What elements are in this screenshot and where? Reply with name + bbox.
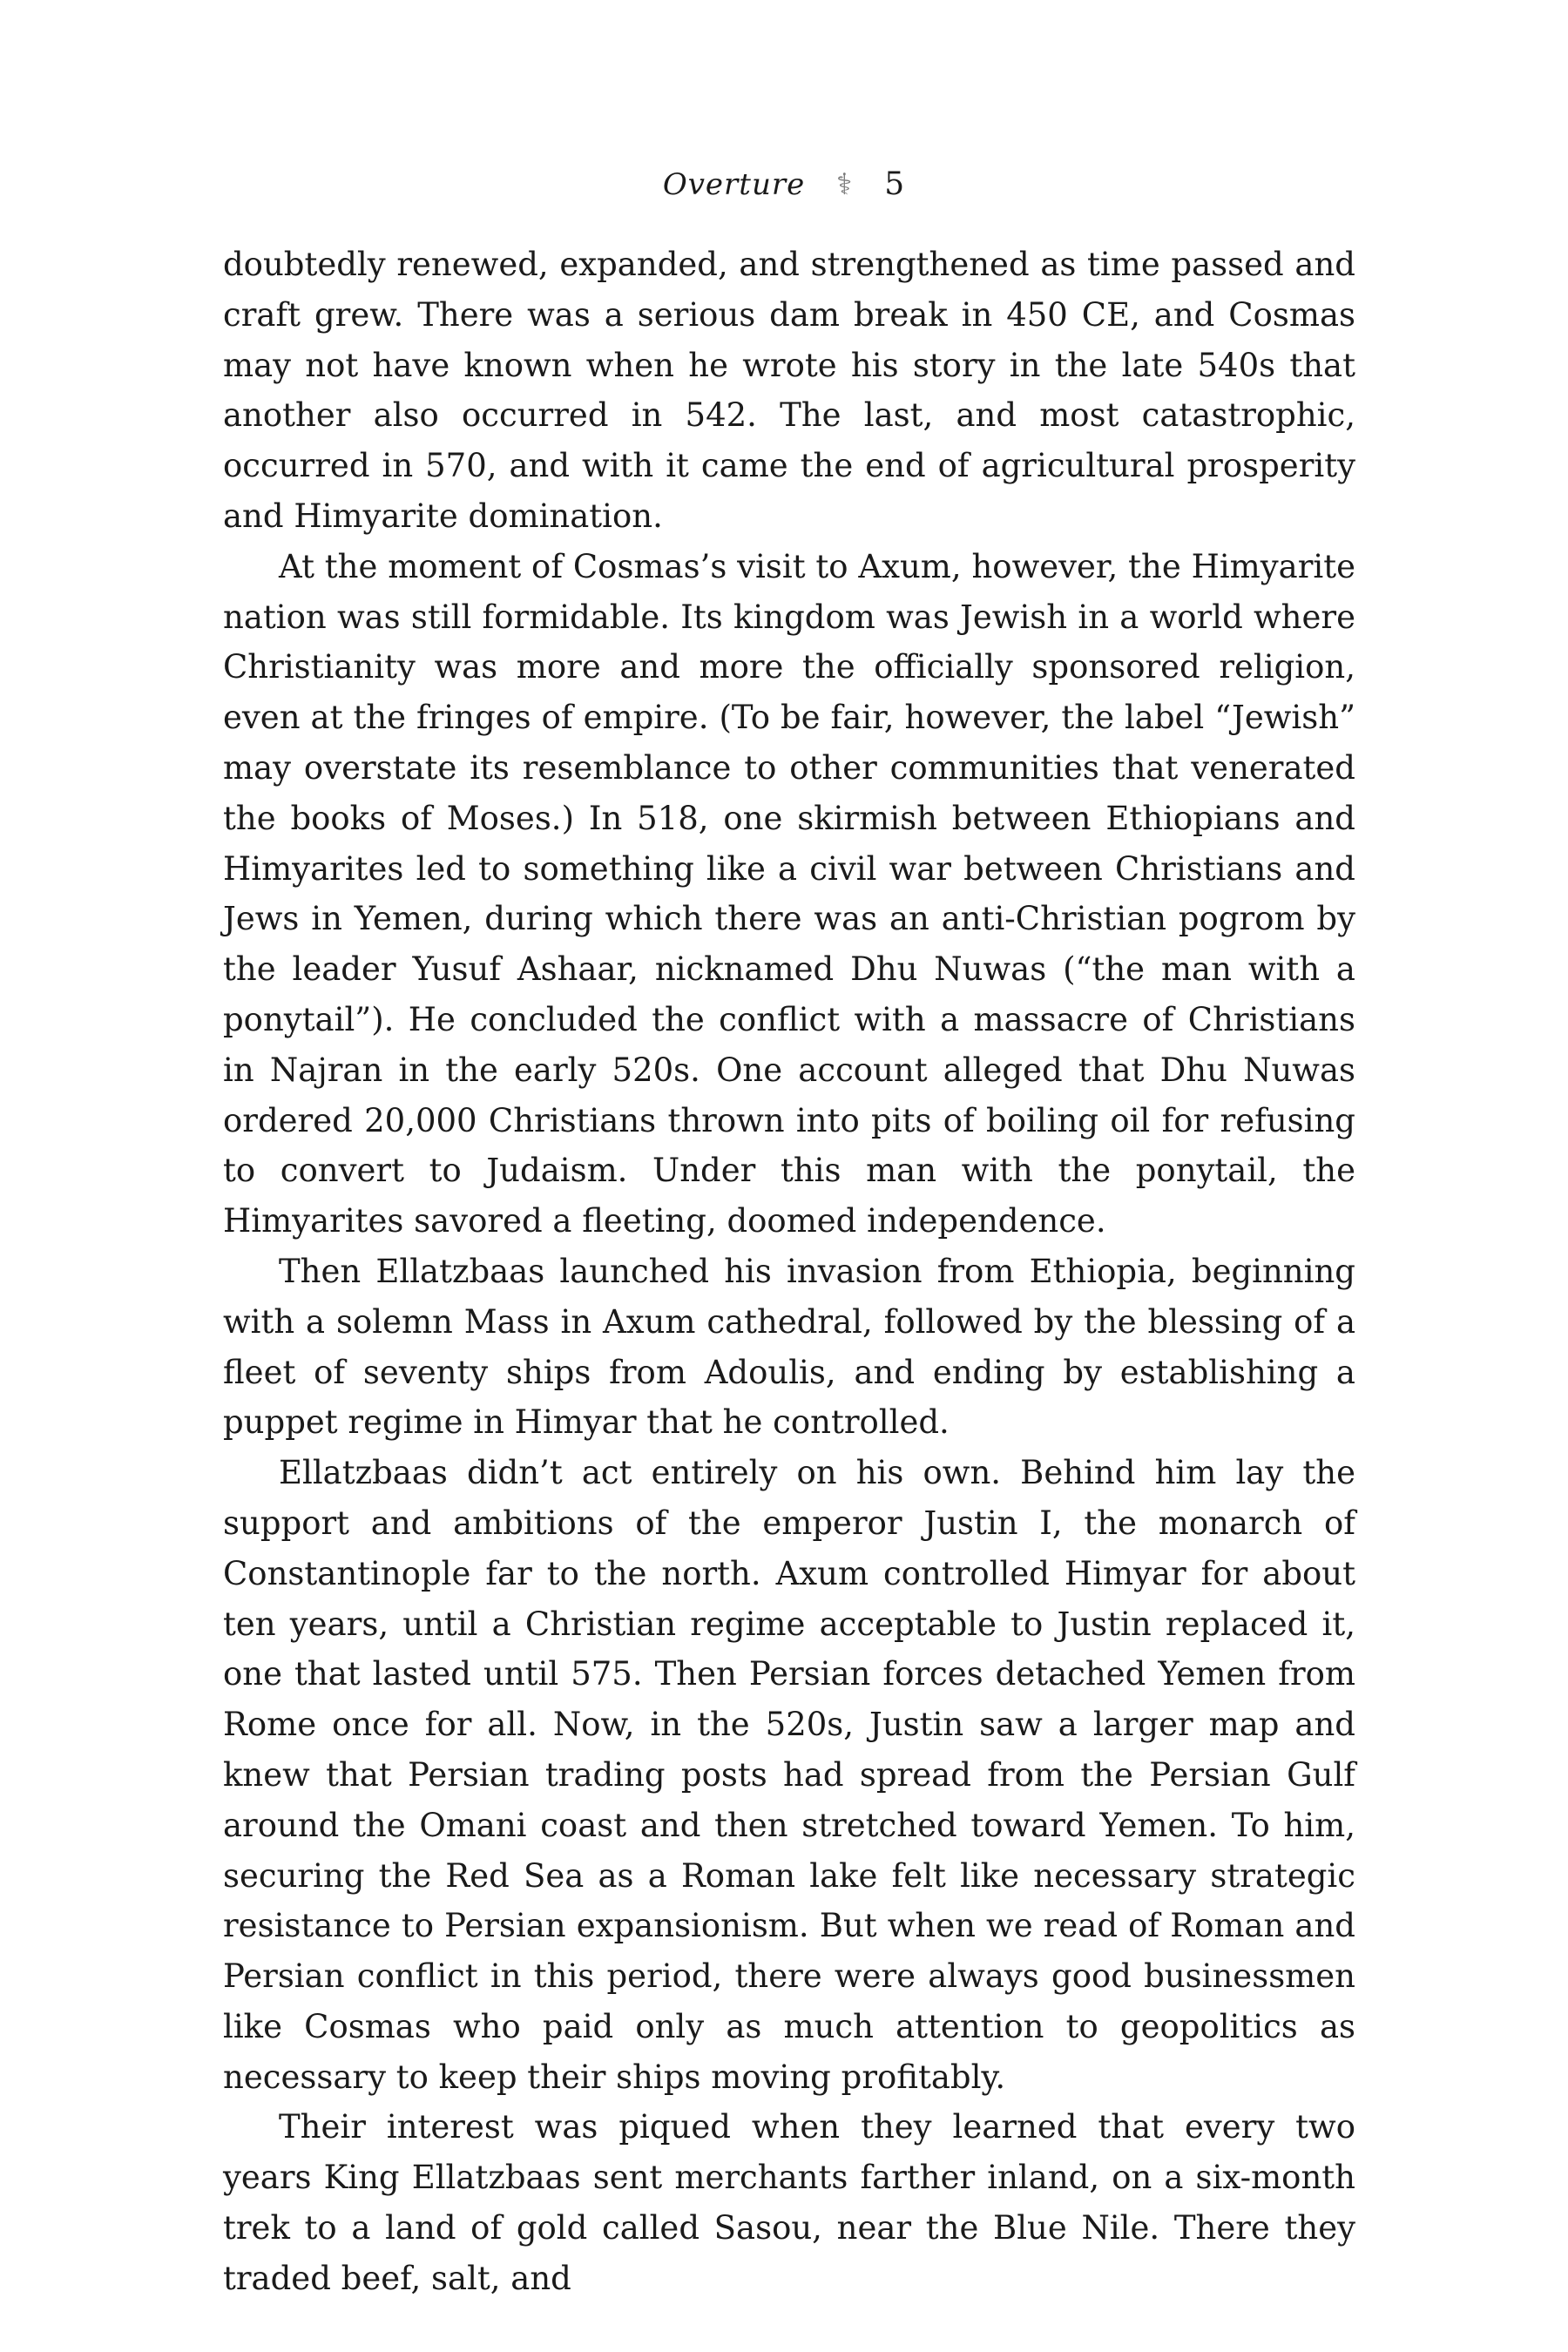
running-head	[0, 166, 1568, 204]
page-number: 5	[884, 166, 906, 202]
paragraph: Then Ellatzbaas launched his invasion from Ethiopia, beginning with a solemn Mass in Axum cathedral, followed by the blessing of a fleet of seventy ships from Adoulis, and ending by establishing a puppet regime in Himyar that he controlled.	[223, 1252, 1355, 1442]
paragraph: Their interest was piqued when they learned that every two years King Ellatzbaas sent merchants farther inland, on a six-month trek to a land of gold called Sasou, near the Blue Nile. There they traded beef, salt, and	[223, 2108, 1355, 2297]
paragraph: At the moment of Cosmas’s visit to Axum, however, the Himyarite nation was still formidable. Its kingdom was Jewish in a world where Christianity was more and more the officially sponsored religion, even at the fringes of empire. (To be fair, however, the label “Jewish” may overstate its resemblance to other communities that venerated the books of Moses.) In 518, one skirmish between Ethiopians and Himyarites led to something like a civil war between Christians and Jews in Yemen, during which there was an anti-Christian pogrom by the leader Yusuf Ashaar, nicknamed Dhu Nuwas (“the man with a ponytail”). He concluded the conflict with a massacre of Christians in Najran in the early 520s. One account alleged that Dhu Nuwas ordered 20,000 Christians thrown into pits of boiling oil for refusing to convert to Judaism. Under this man with the ponytail, the Himyarites savored a fleeting, doomed independence.	[223, 547, 1355, 1240]
paragraph: Ellatzbaas didn’t act entirely on his own. Behind him lay the support and ambitions of the emperor Justin I, the monarch of Constantinople far to the north. Axum controlled Himyar for about ten years, until a Christian regime acceptable to Justin replaced it, one that lasted until 575. Then Persian forces detached Yemen from Rome once for all. Now, in the 520s, Justin saw a larger map and knew that Persian trading posts had spread from the Persian Gulf around the Omani coast and then stretched toward Yemen. To him, securing the Red Sea as a Roman lake felt like necessary strategic resistance to Persian expansionism. But when we read of Roman and Persian conflict in this period, there were always good businessmen like Cosmas who paid only as much attention to geopolitics as necessary to keep their ships moving profitably.	[223, 1454, 1355, 2096]
staff-ornament-icon: ⚕	[836, 167, 854, 202]
body-text	[223, 240, 1355, 2304]
paragraph-continued: doubtedly renewed, expanded, and strengthened as time passed and craft grew. There was a serious dam break in 450 CE, and Cosmas may not have known when he wrote his story in the late 540s that another also occurred in 542. The last, and most catastrophic, occurred in 570, and with it came the end of agricultural prosperity and Himyarite domination.	[223, 246, 1355, 535]
section-title: Overture	[662, 167, 806, 202]
